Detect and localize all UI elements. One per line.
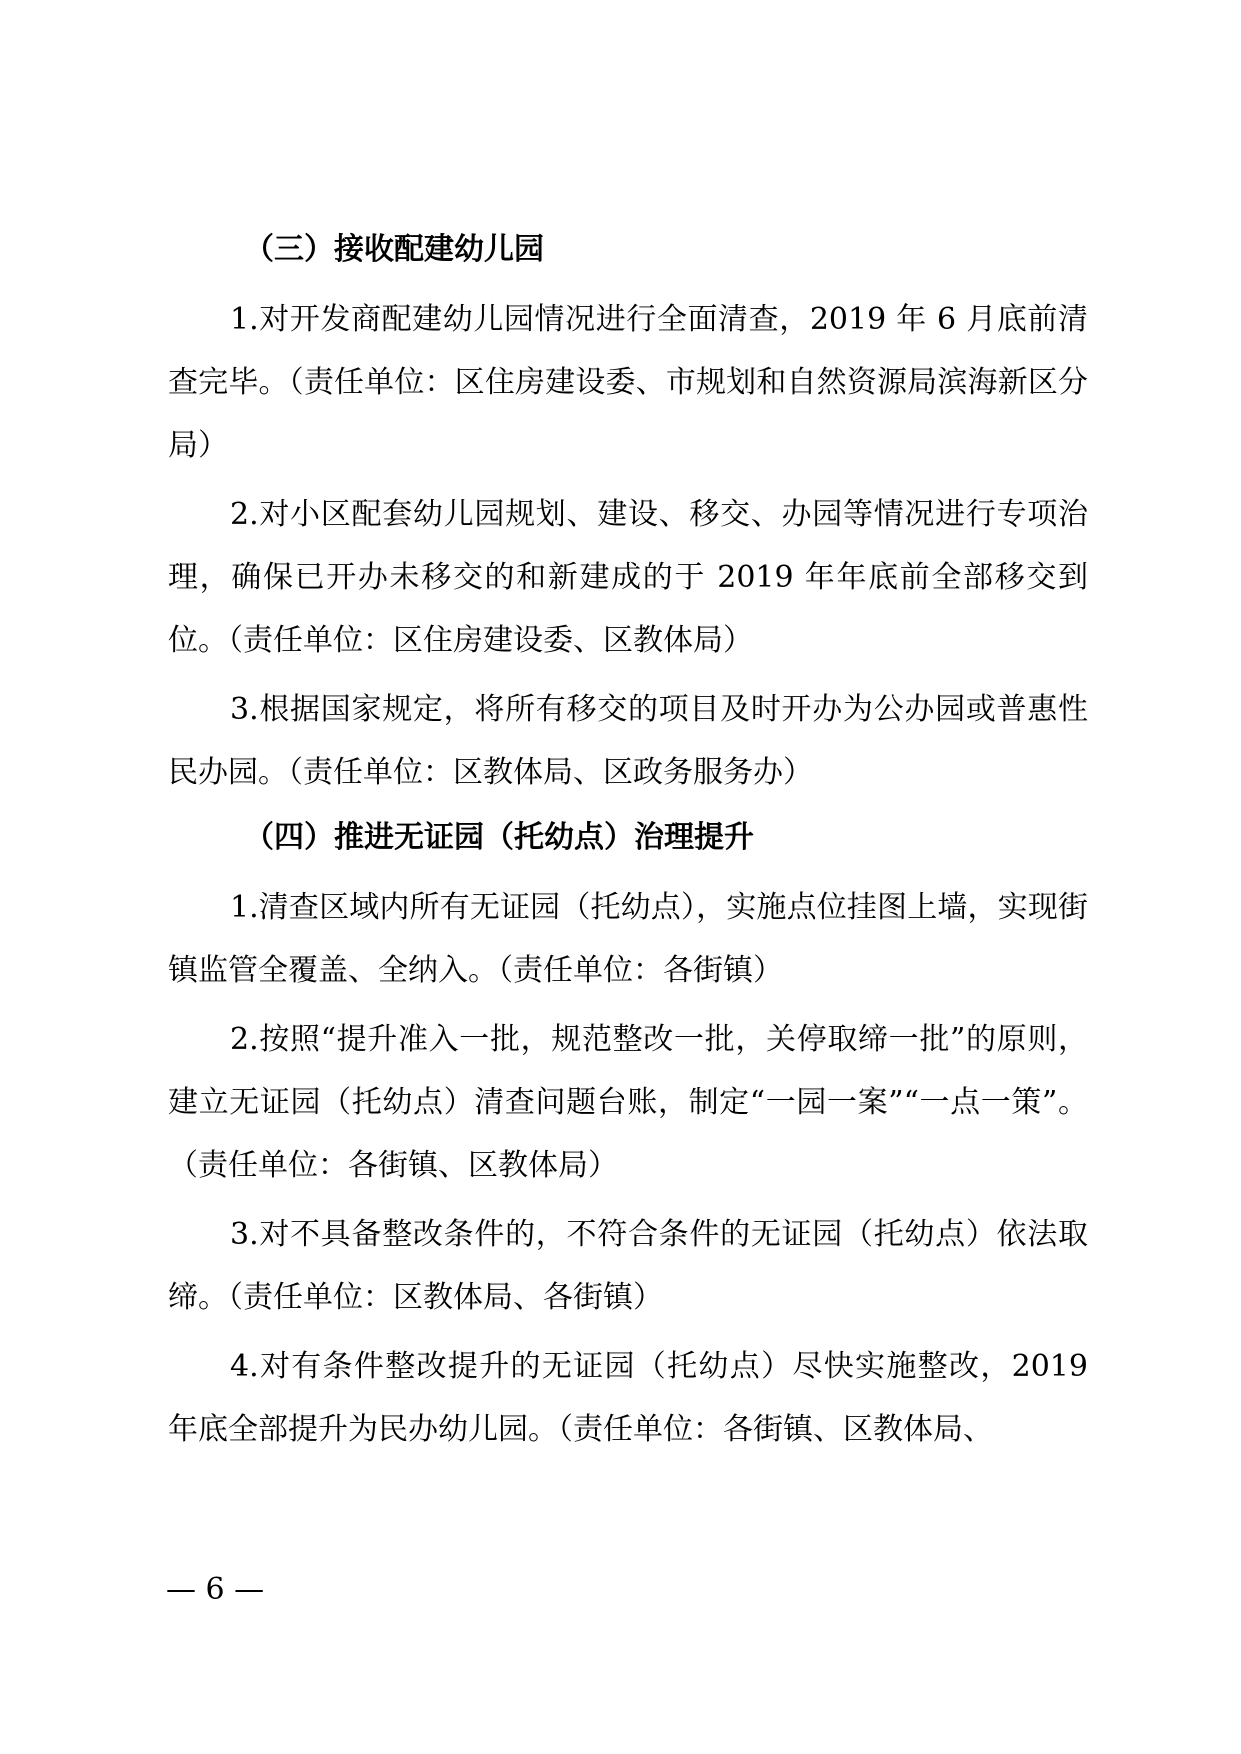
paragraph-4-1: 1.清查区域内所有无证园（托幼点），实施点位挂图上墙，实现街镇监管全覆盖、全纳入。（责任单位：各街镇） (168, 890, 1088, 988)
document-body (168, 222, 1088, 1461)
paragraph-3-2: 2.对小区配套幼儿园规划、建设、移交、办园等情况进行专项治理，确保已开办未移交的和新建成的于 2019 年年底前全部移交到位。（责任单位：区住房建设委、区教体局） (168, 497, 1088, 658)
paragraph-4-4: 4.对有条件整改提升的无证园（托幼点）尽快实施整改，2019 年底全部提升为民办幼儿园。（责任单位：各街镇、区教体局、 (168, 1349, 1088, 1447)
section-heading-4: （四）推进无证园（托幼点）治理提升 (244, 820, 754, 855)
section-heading-3: （三）接收配建幼儿园 (244, 232, 544, 267)
paragraph-4-2: 2.按照“提升准入一批，规范整改一批，关停取缔一批”的原则，建立无证园（托幼点）清查问题台账，制定“一园一案”“一点一策”。（责任单位：各街镇、区教体局） (168, 1022, 1088, 1183)
paragraph-3-3: 3.根据国家规定，将所有移交的项目及时开办为公办园或普惠性民办园。（责任单位：区教体局、区政务服务办） (168, 692, 1088, 790)
page-number: — 6 — (166, 1572, 265, 1607)
paragraph-4-3: 3.对不具备整改条件的，不符合条件的无证园（托幼点）依法取缔。（责任单位：区教体局、各街镇） (168, 1217, 1088, 1315)
paragraph-3-1: 1.对开发商配建幼儿园情况进行全面清查，2019 年 6 月底前清查完毕。（责任单位：区住房建设委、市规划和自然资源局滨海新区分局） (168, 302, 1088, 463)
